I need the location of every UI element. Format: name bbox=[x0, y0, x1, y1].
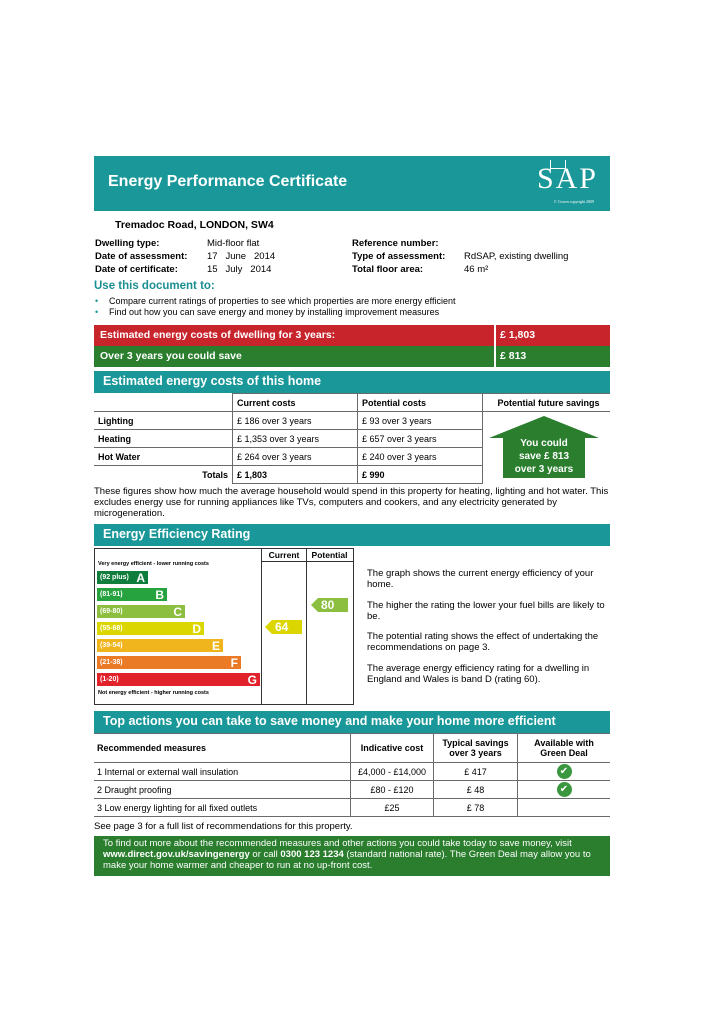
rating-section-header bbox=[94, 524, 610, 546]
footer-text bbox=[103, 838, 603, 871]
estimated-costs-label: Estimated energy costs of dwelling for 3 years: bbox=[100, 329, 336, 341]
band-letter: D bbox=[192, 622, 201, 636]
bar-divider bbox=[494, 346, 496, 367]
bar-divider bbox=[494, 325, 496, 346]
totals-label: Totals bbox=[94, 466, 233, 484]
use-document-title: Use this document to: bbox=[94, 280, 215, 292]
totals-potential: £ 990 bbox=[358, 466, 483, 484]
costs-header-potential: Potential costs bbox=[358, 394, 483, 412]
assessment-type-label: Type of assessment: bbox=[352, 251, 446, 262]
costs-section-header bbox=[94, 371, 610, 393]
band-letter: G bbox=[247, 673, 257, 687]
actions-section-title: Top actions you can take to save money and make your home more efficient bbox=[103, 714, 556, 728]
column-header-divider bbox=[261, 561, 353, 562]
table-row bbox=[94, 781, 610, 799]
measure-name: 3 Low energy lighting for all fixed outlets bbox=[94, 799, 351, 817]
arrow-line-3: over 3 years bbox=[514, 464, 574, 475]
footer-text-1: To find out more about the recommended measures and other actions you could take today to save money, visit bbox=[103, 838, 572, 849]
property-address: Tremadoc Road, LONDON, SW4 bbox=[115, 219, 274, 231]
band-range: (92 plus) bbox=[100, 574, 129, 581]
cost-row-current: £ 264 over 3 years bbox=[233, 448, 358, 466]
band-range: (39-54) bbox=[100, 642, 123, 649]
floor-area-label: Total floor area: bbox=[352, 264, 424, 275]
actions-header-green-deal: Available with Green Deal bbox=[518, 734, 611, 763]
arrow-line-1: You could bbox=[520, 438, 568, 449]
band-range: (1-20) bbox=[100, 676, 119, 683]
sap-logo: SAP bbox=[536, 162, 598, 195]
certificate-date-label: Date of certificate: bbox=[95, 264, 178, 275]
dwelling-type-value: Mid-floor flat bbox=[207, 238, 260, 249]
current-rating-value: 64 bbox=[275, 620, 289, 634]
current-column-header: Current bbox=[268, 550, 300, 560]
reference-label: Reference number: bbox=[352, 238, 439, 249]
band-range: (55-68) bbox=[100, 625, 123, 632]
floor-area-value: 46 m² bbox=[464, 264, 489, 275]
copyright-note: © Crown copyright 2009 bbox=[553, 199, 594, 204]
rating-bands bbox=[95, 571, 261, 691]
potential-rating-marker bbox=[311, 598, 348, 612]
table-row bbox=[94, 763, 610, 781]
totals-current: £ 1,803 bbox=[233, 466, 358, 484]
see-page-note: See page 3 for a full list of recommendations for this property. bbox=[94, 821, 353, 832]
info-footer bbox=[94, 836, 610, 876]
measure-saving: £ 417 bbox=[434, 763, 518, 781]
band-letter: F bbox=[230, 656, 238, 670]
footer-url[interactable]: www.direct.gov.uk/savingenergy bbox=[103, 849, 250, 860]
cost-row-current: £ 1,353 over 3 years bbox=[233, 430, 358, 448]
footer-text-2: or call bbox=[249, 849, 281, 860]
rating-text: The graph shows the current energy efficiency of your home. bbox=[367, 568, 594, 590]
rating-band-d bbox=[97, 622, 204, 635]
actions-header-cost: Indicative cost bbox=[351, 734, 434, 763]
measure-saving: £ 48 bbox=[434, 781, 518, 799]
rating-text: The average energy efficiency rating for a dwelling in England and Wales is band D (rating 60). bbox=[367, 663, 590, 685]
use-bullet: • Compare current ratings of properties to see which properties are more energy efficient bbox=[109, 296, 456, 306]
green-deal-cell bbox=[518, 781, 611, 799]
rating-band-c bbox=[97, 605, 185, 618]
column-divider bbox=[306, 549, 307, 704]
rating-band-g bbox=[97, 673, 260, 686]
green-deal-cell bbox=[518, 763, 611, 781]
rating-bottom-note: Not energy efficient - higher running costs bbox=[98, 690, 209, 696]
measure-cost: £80 - £120 bbox=[351, 781, 434, 799]
band-letter: C bbox=[173, 605, 182, 619]
costs-header-savings: Potential future savings bbox=[483, 394, 611, 412]
savings-label: Over 3 years you could save bbox=[100, 350, 242, 362]
assessment-date-label: Date of assessment: bbox=[95, 251, 188, 262]
measure-cost: £4,000 - £14,000 bbox=[351, 763, 434, 781]
footer-text-3: (standard national rate). The Green Deal may allow you to make your home warmer and cheaper to run at no up-front cost. bbox=[103, 849, 591, 871]
rating-band-a bbox=[97, 571, 148, 584]
band-range: (69-80) bbox=[100, 608, 123, 615]
band-letter: E bbox=[211, 639, 220, 653]
cost-row-potential: £ 93 over 3 years bbox=[358, 412, 483, 430]
table-row bbox=[94, 799, 610, 817]
cost-row-name: Lighting bbox=[94, 412, 233, 430]
cost-row-potential: £ 240 over 3 years bbox=[358, 448, 483, 466]
band-letter: B bbox=[155, 588, 164, 602]
costs-section-title: Estimated energy costs of this home bbox=[103, 374, 322, 388]
green-tick-icon: ✔ bbox=[557, 782, 572, 797]
cost-row-potential: £ 657 over 3 years bbox=[358, 430, 483, 448]
savings-arrow bbox=[489, 416, 599, 478]
rating-text: The potential rating shows the effect of undertaking the recommendations on page 3. bbox=[367, 631, 599, 653]
measure-saving: £ 78 bbox=[434, 799, 518, 817]
estimated-costs-bar bbox=[94, 325, 610, 346]
actions-table-header bbox=[94, 734, 610, 763]
rating-band-e bbox=[97, 639, 223, 652]
estimated-costs-value: £ 1,803 bbox=[500, 329, 536, 341]
cost-row-current: £ 186 over 3 years bbox=[233, 412, 358, 430]
certificate-title: Energy Performance Certificate bbox=[108, 173, 348, 190]
rating-text: The higher the rating the lower your fuel bills are likely to be. bbox=[367, 600, 605, 622]
green-tick-icon: ✔ bbox=[557, 764, 572, 779]
measure-name: 1 Internal or external wall insulation bbox=[94, 763, 351, 781]
costs-note: These figures show how much the average household would spend in this property for heating, lighting and hot water. This excludes energy use for running appliances like TVs, computers and cookers, and any electricity generated by microgeneration. bbox=[94, 486, 609, 519]
measure-name: 2 Draught proofing bbox=[94, 781, 351, 799]
rating-band-f bbox=[97, 656, 241, 669]
rating-chart bbox=[94, 548, 354, 705]
use-bullet: • Find out how you can save energy and money by installing improvement measures bbox=[109, 307, 439, 317]
dwelling-type-label: Dwelling type: bbox=[95, 238, 160, 249]
measure-cost: £25 bbox=[351, 799, 434, 817]
costs-table-header bbox=[94, 394, 610, 412]
potential-column-header: Potential bbox=[311, 550, 348, 560]
actions-table bbox=[94, 733, 610, 817]
assessment-type-value: RdSAP, existing dwelling bbox=[464, 251, 569, 262]
actions-section-header bbox=[94, 711, 610, 733]
savings-bar bbox=[94, 346, 610, 367]
rating-top-note: Very energy efficient - lower running costs bbox=[98, 561, 209, 567]
rating-section-title: Energy Efficiency Rating bbox=[103, 527, 251, 541]
cost-row-name: Heating bbox=[94, 430, 233, 448]
actions-header-savings: Typical savings over 3 years bbox=[434, 734, 518, 763]
arrow-line-2: save £ 813 bbox=[518, 451, 570, 462]
certificate-date-value: 15 July 2014 bbox=[207, 264, 272, 275]
green-deal-cell bbox=[518, 799, 611, 817]
current-rating-marker bbox=[265, 620, 302, 634]
column-divider bbox=[261, 549, 262, 704]
cost-row-name: Hot Water bbox=[94, 448, 233, 466]
band-letter: A bbox=[136, 571, 145, 585]
assessment-date-value: 17 June 2014 bbox=[207, 251, 276, 262]
rating-band-b bbox=[97, 588, 167, 601]
costs-header-empty bbox=[94, 394, 233, 412]
footer-phone: 0300 123 1234 bbox=[280, 849, 344, 860]
actions-header-measures: Recommended measures bbox=[94, 734, 351, 763]
costs-header-current: Current costs bbox=[233, 394, 358, 412]
savings-value: £ 813 bbox=[500, 350, 527, 362]
certificate-header bbox=[94, 156, 610, 211]
potential-rating-value: 80 bbox=[321, 598, 335, 612]
band-range: (81-91) bbox=[100, 591, 123, 598]
band-range: (21-38) bbox=[100, 659, 123, 666]
